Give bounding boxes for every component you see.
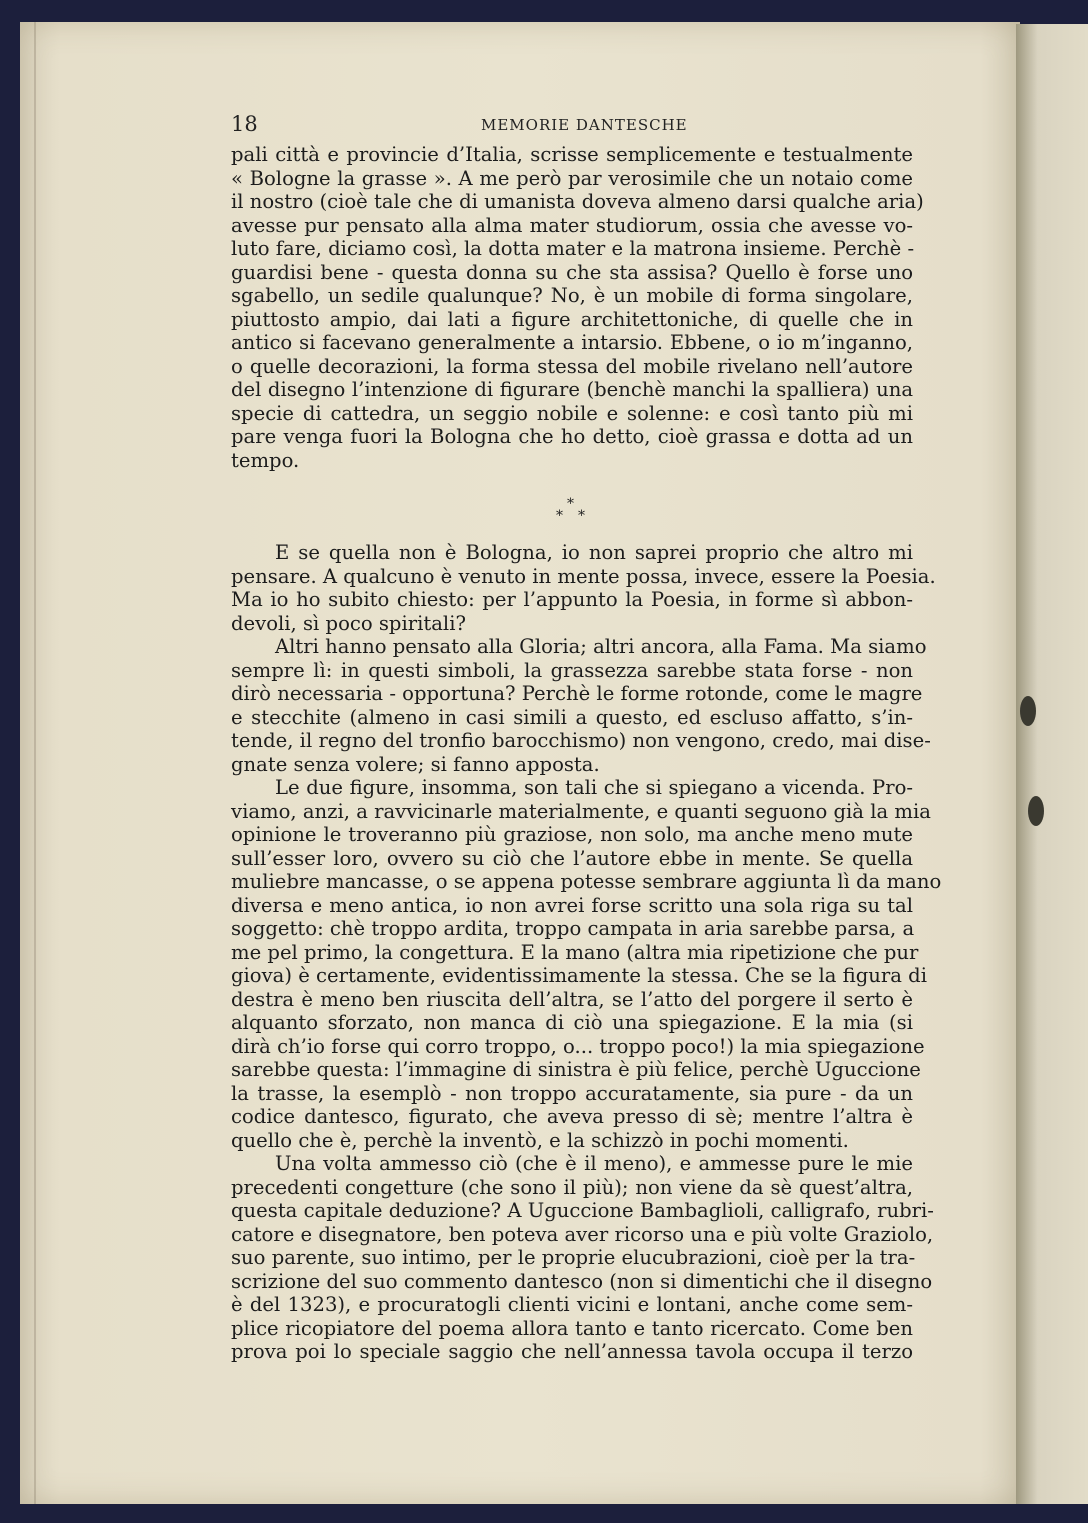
text-line: sull’esser loro, ovvero su ciò che l’autore ebbe in mente. Se quella (231, 846, 913, 870)
text-line: del disegno l’intenzione di figurare (benchè manchi la spalliera) una (231, 378, 913, 401)
section-break-asterism (556, 496, 590, 530)
text-line: Una volta ammesso ciò (che è il meno), e ammesse pure le mie (275, 1152, 913, 1175)
text-line: il nostro (cioè tale che di umanista doveva almeno darsi qualche aria) (231, 190, 924, 213)
text-line: guardisi bene - questa donna su che sta assisa? Quello è forse uno (231, 260, 913, 284)
text-line: avesse pur pensato alla alma mater studiorum, ossia che avesse vo- (231, 213, 913, 237)
text-line: giova) è certamente, evidentissimamente la stessa. Che se la figura di (231, 964, 927, 987)
text-line: sgabello, un sedile qualunque? No, è un mobile di forma singolare, (231, 284, 913, 307)
text-line: e stecchite (almeno in casi simili a questo, ed escluso affatto, s’in- (231, 705, 913, 729)
text-line: opinione le troveranno più graziose, non solo, ma anche meno mute (231, 823, 913, 846)
text-line: suo parente, suo intimo, per le proprie elucubrazioni, cioè per la tra- (231, 1246, 916, 1269)
text-line: sarebbe questa: l’immagine di sinistra è più felice, perchè Uguccione (231, 1058, 921, 1081)
text-line: diversa e meno antica, io non avrei forse scritto una sola riga su tal (231, 893, 913, 917)
text-line: E se quella non è Bologna, io non saprei proprio che altro mi (275, 541, 913, 564)
text-line: antico si facevano generalmente a intarsio. Ebbene, o io m’inganno, (231, 331, 913, 354)
binding-hole-top (1020, 696, 1036, 726)
paragraph-continued (231, 143, 924, 472)
text-line: luto fare, diciamo così, la dotta mater e la matrona insieme. Perchè - (231, 237, 915, 260)
adjacent-page-edge (1016, 24, 1088, 1504)
text-line: dirà ch’io forse qui corro troppo, o... troppo poco!) la mia spiegazione (231, 1034, 925, 1058)
text-line: catore e disegnatore, ben poteva aver ricorso una e più volte Graziolo, (231, 1222, 934, 1246)
text-line: codice dantesco, figurato, che aveva presso di sè; mentre l’altra è (231, 1105, 913, 1128)
text-line: Altri hanno pensato alla Gloria; altri ancora, alla Fama. Ma siamo (275, 635, 927, 658)
text-line: Le due figure, insomma, son tali che si spiegano a vicenda. Pro- (275, 776, 913, 799)
text-line: viamo, anzi, a ravvicinarle materialmente, e quanti seguono già la mia (231, 799, 931, 823)
text-line: piuttosto ampio, dai lati a figure architettoniche, di quelle che in (231, 307, 913, 331)
text-line: pensare. A qualcuno è venuto in mente possa, invece, essere la Poesia. (231, 564, 936, 588)
text-line: pare venga fuori la Bologna che ho detto, cioè grassa e dotta ad un (231, 425, 913, 448)
text-line: pali città e provincie d’Italia, scrisse semplicemente e testualmente (231, 143, 913, 166)
text-line: tempo. (231, 448, 300, 472)
section-body (231, 541, 942, 1364)
text-line: muliebre mancasse, o se appena potesse sembrare aggiunta lì da mano (231, 870, 942, 893)
text-line: tende, il regno del tronfio barocchismo) non vengono, credo, mai dise- (231, 729, 931, 752)
text-line: me pel primo, la congettura. E la mano (altra mia ripetizione che pur (231, 940, 919, 964)
text-line: « Bologne la grasse ». A me però par verosimile che un notaio come (231, 166, 913, 190)
text-line: plice ricopiatore del poema allora tanto e tanto ricercato. Come ben (231, 1316, 913, 1340)
text-line: gnate senza volere; si fanno apposta. (231, 752, 600, 776)
text-line: Ma io ho subito chiesto: per l’appunto la Poesia, in forme sì abbon- (231, 588, 913, 611)
text-line: è del 1323), e procuratogli clienti vicini e lontani, anche come sem- (231, 1293, 913, 1316)
text-line: scrizione del suo commento dantesco (non si dimentichi che il disegno (231, 1269, 933, 1293)
asterism-star: * (556, 508, 563, 524)
page-number: 18 (231, 112, 258, 136)
text-line: dirò necessaria - opportuna? Perchè le forme rotonde, come le magre (231, 682, 923, 705)
text-line: quello che è, perchè la inventò, e la schizzò in pochi momenti. (231, 1128, 849, 1152)
text-line: specie di cattedra, un seggio nobile e solenne: e così tanto più mi (231, 401, 913, 425)
text-line: devoli, sì poco spiritali? (231, 611, 466, 635)
text-line: o quelle decorazioni, la forma stessa del mobile rivelano nell’autore (231, 354, 913, 378)
text-line: destra è meno ben riuscita dell’altra, se l’atto del porgere il serto è (231, 987, 913, 1011)
binding-hole-bottom (1028, 796, 1044, 826)
page-gutter-line (34, 22, 36, 1504)
text-line: prova poi lo speciale saggio che nell’annessa tavola occupa il terzo (231, 1340, 913, 1363)
text-line: questa capitale deduzione? A Uguccione Bambaglioli, calligrafo, rubri- (231, 1199, 934, 1222)
text-line: la trasse, la esemplò - non troppo accuratamente, sia pure - da un (231, 1081, 913, 1105)
page-header (231, 112, 913, 136)
text-line: sempre lì: in questi simboli, la grassezza sarebbe stata forse - non (231, 658, 913, 682)
running-title: MEMORIE DANTESCHE (481, 116, 688, 134)
asterism-star: * (567, 496, 574, 512)
text-line: alquanto sforzato, non manca di ciò una spiegazione. E la mia (si (231, 1011, 913, 1034)
text-line: soggetto: chè troppo ardita, troppo campata in aria sarebbe parsa, a (231, 917, 915, 940)
text-line: precedenti congetture (che sono il più); non viene da sè quest’altra, (231, 1175, 913, 1199)
asterism-star: * (578, 508, 585, 524)
